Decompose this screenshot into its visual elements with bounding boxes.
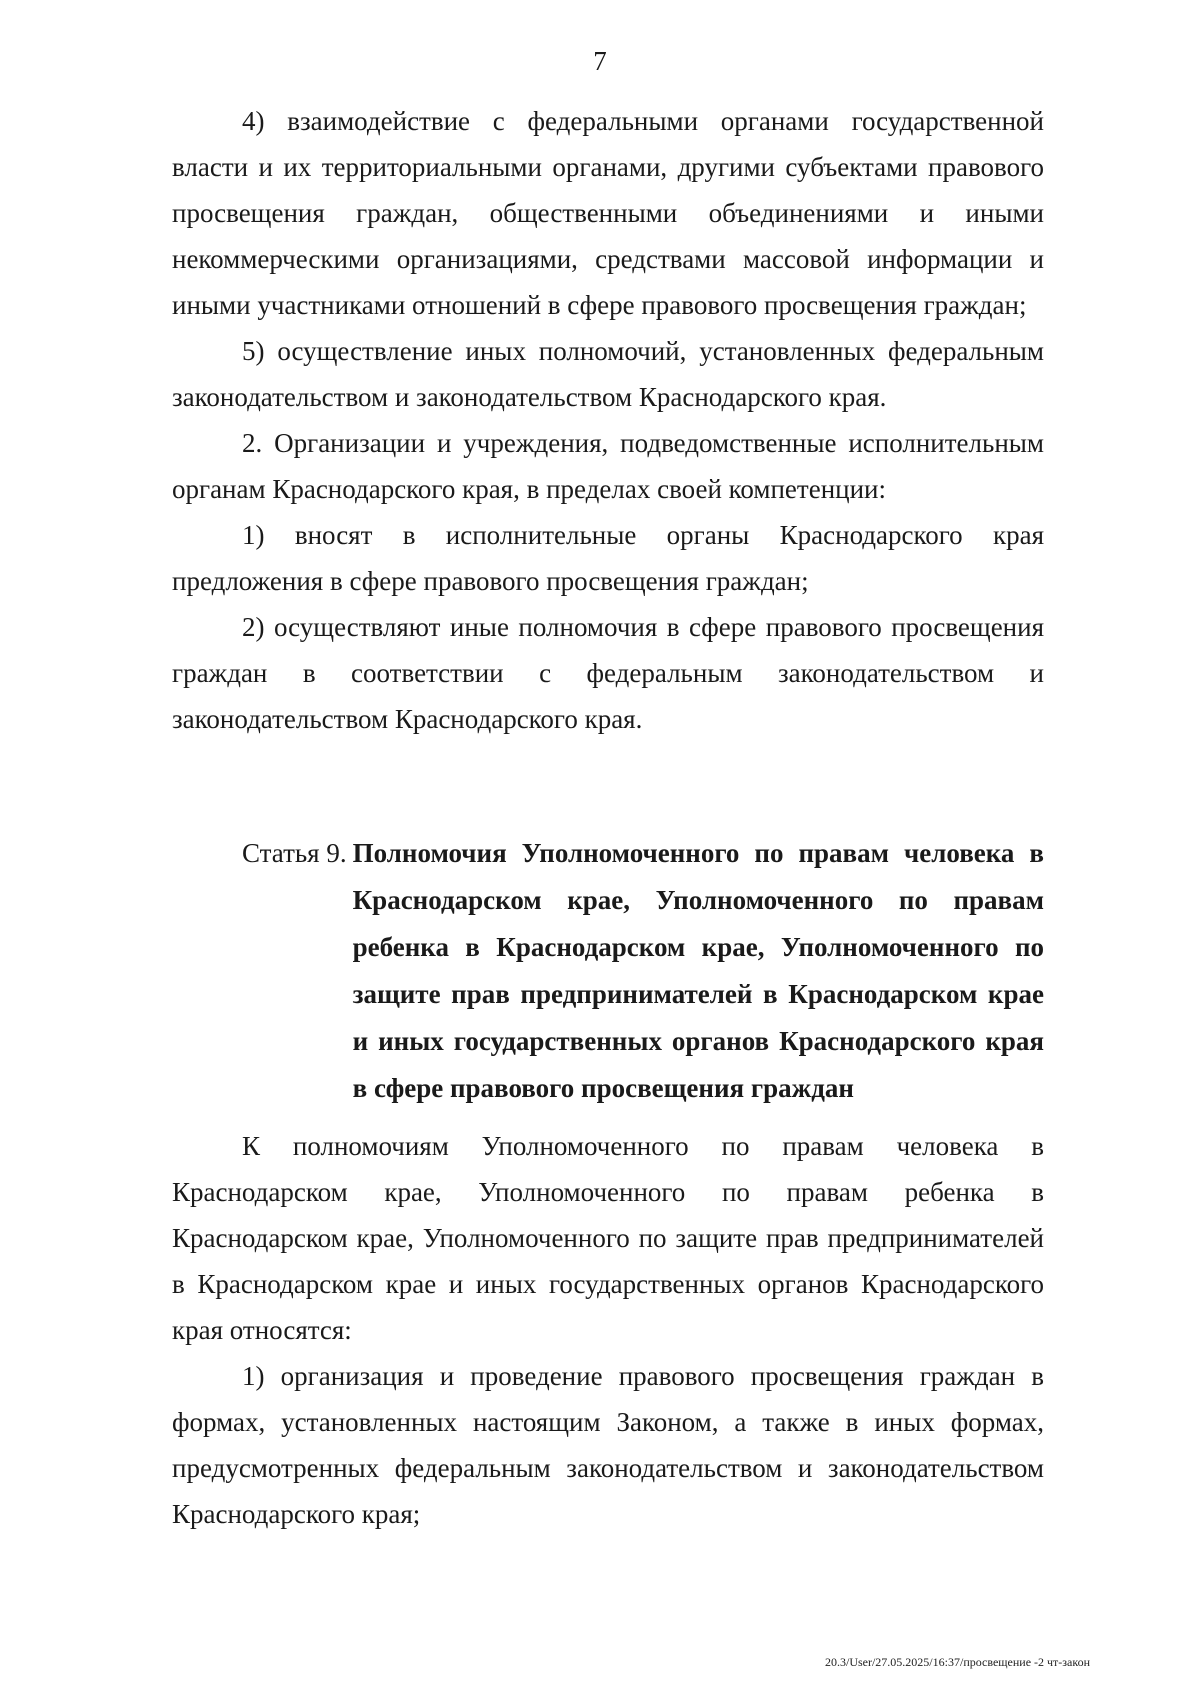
paragraph-part-2-item-2: 2) осуществляют иные полномочия в сфере правового просвещения граждан в соответствии с федеральным законодательством и законодательством Краснодарского края.: [172, 612, 1044, 734]
footer-file-stamp: 20.3/User/27.05.2025/16:37/просвещение -2 чт-закон: [824, 1655, 1090, 1669]
article-title: Полномочия Уполномоченного по правам человека в Краснодарском крае, Уполномоченного по правам ребенка в Краснодарском крае, Уполномоченного по защите прав предпринимателей в Краснодарском крае и иных государственных органов Краснодарского края в сфере правового просвещения граждан: [352, 838, 1044, 1103]
paragraph-item-4: 4) взаимодействие с федеральными органами государственной власти и их территориальными органами, другими субъектами правового просвещения граждан, общественными объединениями и иными некоммерческими организациями, средствами массовой информации и иными участниками отношений в сфере правового просвещения граждан;: [172, 106, 1044, 320]
paragraph-article-intro: К полномочиям Уполномоченного по правам человека в Краснодарском крае, Уполномоченного по правам ребенка в Краснодарском крае, Уполномоченного по защите прав предпринимателей в Краснодарском крае и иных государственных органов Краснодарского края относятся:: [172, 1131, 1044, 1345]
top-paragraphs: [172, 98, 1044, 742]
paragraph-item-5: 5) осуществление иных полномочий, установленных федеральным законодательством и законодательством Краснодарского края.: [172, 336, 1044, 412]
bottom-paragraphs: [172, 1123, 1044, 1537]
paragraph-article-item-1: 1) организация и проведение правового просвещения граждан в формах, установленных настоящим Законом, а также в иных формах, предусмотренных федеральным законодательством и законодательством Краснодарского края;: [172, 1361, 1044, 1529]
article-label: Статья 9.: [242, 838, 347, 868]
page-number: 7: [593, 46, 607, 76]
article-heading: [172, 830, 1044, 1112]
paragraph-part-2: 2. Организации и учреждения, подведомственные исполнительным органам Краснодарского края, в пределах своей компетенции:: [172, 428, 1044, 504]
paragraph-part-2-item-1: 1) вносят в исполнительные органы Краснодарского края предложения в сфере правового просвещения граждан;: [172, 520, 1044, 596]
